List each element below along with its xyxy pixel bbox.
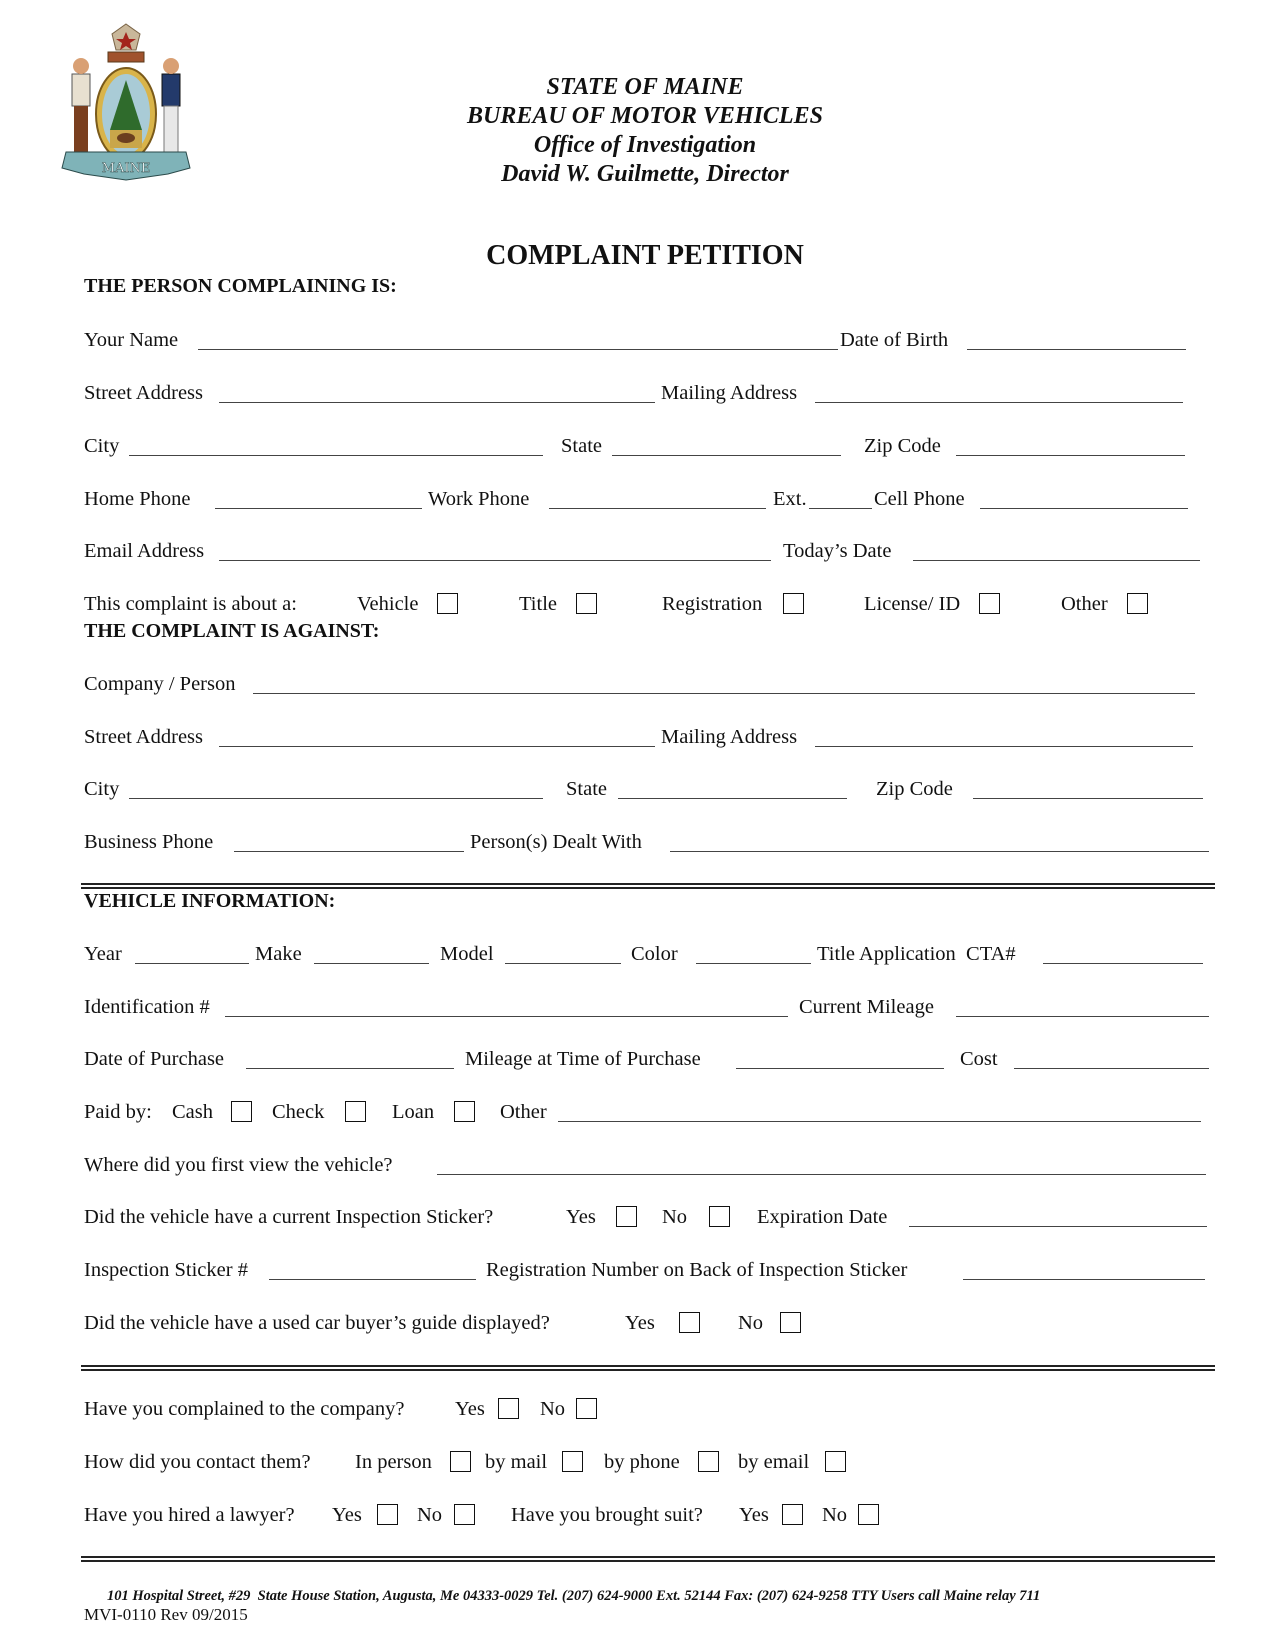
about-registration-checkbox[interactable] <box>783 593 804 614</box>
suit-no-checkbox[interactable] <box>858 1504 879 1525</box>
reg-on-sticker-label: Registration Number on Back of Inspection Sticker <box>486 1259 908 1281</box>
home-phone-label: Home Phone <box>84 488 191 510</box>
purchase-date-field[interactable] <box>246 1047 454 1069</box>
about-other-checkbox[interactable] <box>1127 593 1148 614</box>
color-label: Color <box>631 943 678 965</box>
complained-no-checkbox[interactable] <box>576 1398 597 1419</box>
suit-yes-checkbox[interactable] <box>782 1504 803 1525</box>
by-mail-checkbox[interactable] <box>562 1451 583 1472</box>
company-field[interactable] <box>253 672 1195 694</box>
your-name-label: Your Name <box>84 329 179 351</box>
lawyer-no-label: No <box>417 1504 443 1526</box>
zip-field[interactable] <box>956 434 1185 456</box>
about-title-checkbox[interactable] <box>576 593 597 614</box>
mileage-label: Current Mileage <box>799 996 934 1018</box>
guide-question: Did the vehicle have a used car buyer’s guide displayed? <box>84 1312 550 1334</box>
header-bureau: BUREAU OF MOTOR VEHICLES <box>467 103 823 129</box>
dealt-with-field[interactable] <box>670 830 1209 852</box>
about-license-label: License/ ID <box>864 593 961 615</box>
section-divider <box>81 1365 1215 1371</box>
against-city-field[interactable] <box>129 777 543 799</box>
home-phone-field[interactable] <box>215 487 422 509</box>
sticker-yes-checkbox[interactable] <box>616 1206 637 1227</box>
guide-yes-checkbox[interactable] <box>679 1312 700 1333</box>
purchase-mileage-field[interactable] <box>736 1047 944 1069</box>
guide-yes-label: Yes <box>625 1312 655 1334</box>
about-title-label: Title <box>519 593 557 615</box>
guide-no-checkbox[interactable] <box>780 1312 801 1333</box>
by-mail-label: by mail <box>485 1451 548 1473</box>
sticker-question: Did the vehicle have a current Inspection Sticker? <box>84 1206 494 1228</box>
vehicle-heading: VEHICLE INFORMATION: <box>84 890 336 912</box>
about-other-label: Other <box>1061 593 1108 615</box>
make-label: Make <box>255 943 302 965</box>
vin-field[interactable] <box>225 995 788 1017</box>
lawyer-yes-label: Yes <box>332 1504 362 1526</box>
your-name-field[interactable] <box>198 328 838 350</box>
email-label: Email Address <box>84 540 205 562</box>
about-vehicle-checkbox[interactable] <box>437 593 458 614</box>
dob-field[interactable] <box>967 328 1186 350</box>
against-street-field[interactable] <box>219 725 655 747</box>
svg-text:MAINE: MAINE <box>101 161 151 176</box>
about-vehicle-label: Vehicle <box>357 593 419 615</box>
against-mailing-label: Mailing Address <box>661 726 798 748</box>
check-label: Check <box>272 1101 325 1123</box>
against-mailing-field[interactable] <box>815 725 1193 747</box>
ext-label: Ext. <box>773 488 807 510</box>
against-zip-label: Zip Code <box>876 778 953 800</box>
expiration-label: Expiration Date <box>757 1206 888 1228</box>
header-office: Office of Investigation <box>533 132 757 158</box>
year-label: Year <box>84 943 122 965</box>
cell-phone-field[interactable] <box>980 487 1188 509</box>
state-field[interactable] <box>612 434 841 456</box>
zip-label: Zip Code <box>864 435 941 457</box>
work-phone-label: Work Phone <box>428 488 530 510</box>
cost-label: Cost <box>960 1048 998 1070</box>
business-phone-field[interactable] <box>234 830 464 852</box>
todays-date-field[interactable] <box>913 539 1200 561</box>
about-registration-label: Registration <box>662 593 763 615</box>
against-zip-field[interactable] <box>973 777 1203 799</box>
purchase-mileage-label: Mileage at Time of Purchase <box>465 1048 701 1070</box>
model-label: Model <box>440 943 494 965</box>
complained-yes-checkbox[interactable] <box>498 1398 519 1419</box>
loan-label: Loan <box>392 1101 435 1123</box>
suit-yes-label: Yes <box>739 1504 769 1526</box>
by-email-checkbox[interactable] <box>825 1451 846 1472</box>
page-title: COMPLAINT PETITION <box>486 240 804 271</box>
city-label: City <box>84 435 120 457</box>
about-license-checkbox[interactable] <box>979 593 1000 614</box>
purchase-date-label: Date of Purchase <box>84 1048 225 1070</box>
paid-other-field[interactable] <box>558 1100 1201 1122</box>
by-email-label: by email <box>738 1451 810 1473</box>
todays-date-label: Today’s Date <box>783 540 892 562</box>
by-phone-label: by phone <box>604 1451 680 1473</box>
lawyer-question: Have you hired a lawyer? <box>84 1504 295 1526</box>
suit-no-label: No <box>822 1504 848 1526</box>
complained-yes-label: Yes <box>455 1398 485 1420</box>
loan-checkbox[interactable] <box>454 1101 475 1122</box>
sticker-no-checkbox[interactable] <box>709 1206 730 1227</box>
make-field[interactable] <box>314 942 429 964</box>
cell-phone-label: Cell Phone <box>874 488 965 510</box>
paid-other-label: Other <box>500 1101 547 1123</box>
dob-label: Date of Birth <box>840 329 949 351</box>
email-field[interactable] <box>219 539 771 561</box>
sticker-number-label: Inspection Sticker # <box>84 1259 248 1281</box>
contact-method-question: How did you contact them? <box>84 1451 311 1473</box>
against-heading: THE COMPLAINT IS AGAINST: <box>84 620 380 642</box>
mileage-field[interactable] <box>956 995 1209 1017</box>
dealt-with-label: Person(s) Dealt With <box>470 831 642 853</box>
guide-no-label: No <box>738 1312 764 1334</box>
reg-on-sticker-field[interactable] <box>963 1258 1205 1280</box>
lawyer-no-checkbox[interactable] <box>454 1504 475 1525</box>
against-street-label: Street Address <box>84 726 203 748</box>
form-id: MVI-0110 Rev 09/2015 <box>84 1605 248 1624</box>
complainant-heading: THE PERSON COMPLAINING IS: <box>84 275 397 297</box>
sticker-yes-label: Yes <box>566 1206 596 1228</box>
by-phone-checkbox[interactable] <box>698 1451 719 1472</box>
footer-address: 101 Hospital Street, #29 State House Station, Augusta, Me 04333-0029 Tel. (207) 624-9000 Ext. 52144 Fax: (207) 624-9258 TTY Users call Maine relay 711 <box>107 1588 1041 1604</box>
cost-field[interactable] <box>1014 1047 1209 1069</box>
paid-by-label: Paid by: <box>84 1101 152 1123</box>
company-label: Company / Person <box>84 673 236 695</box>
vin-label: Identification # <box>84 996 210 1018</box>
suit-question: Have you brought suit? <box>511 1504 703 1526</box>
ext-field[interactable] <box>809 487 872 509</box>
complained-no-label: No <box>540 1398 566 1420</box>
mailing-label: Mailing Address <box>661 382 798 404</box>
expiration-field[interactable] <box>909 1205 1207 1227</box>
year-field[interactable] <box>135 942 249 964</box>
against-state-label: State <box>566 778 607 800</box>
in-person-label: In person <box>355 1451 432 1473</box>
model-field[interactable] <box>505 942 621 964</box>
in-person-checkbox[interactable] <box>450 1451 471 1472</box>
color-field[interactable] <box>696 942 811 964</box>
city-field[interactable] <box>129 434 543 456</box>
cash-label: Cash <box>172 1101 213 1123</box>
cash-checkbox[interactable] <box>231 1101 252 1122</box>
business-phone-label: Business Phone <box>84 831 214 853</box>
mailing-field[interactable] <box>815 381 1183 403</box>
against-city-label: City <box>84 778 120 800</box>
first-view-field[interactable] <box>437 1153 1206 1175</box>
sticker-number-field[interactable] <box>269 1258 476 1280</box>
cta-label: Title Application CTA# <box>817 943 1016 965</box>
sticker-no-label: No <box>662 1206 688 1228</box>
check-checkbox[interactable] <box>345 1101 366 1122</box>
state-label: State <box>561 435 602 457</box>
cta-field[interactable] <box>1043 942 1203 964</box>
work-phone-field[interactable] <box>549 487 766 509</box>
header-director: David W. Guilmette, Director <box>501 161 789 187</box>
header-state: STATE OF MAINE <box>546 74 744 100</box>
complained-question: Have you complained to the company? <box>84 1398 405 1420</box>
lawyer-yes-checkbox[interactable] <box>377 1504 398 1525</box>
section-divider <box>81 1556 1215 1562</box>
against-state-field[interactable] <box>618 777 847 799</box>
street-label: Street Address <box>84 382 203 404</box>
first-view-label: Where did you first view the vehicle? <box>84 1154 393 1176</box>
complaint-about-label: This complaint is about a: <box>84 593 297 615</box>
street-field[interactable] <box>219 381 655 403</box>
